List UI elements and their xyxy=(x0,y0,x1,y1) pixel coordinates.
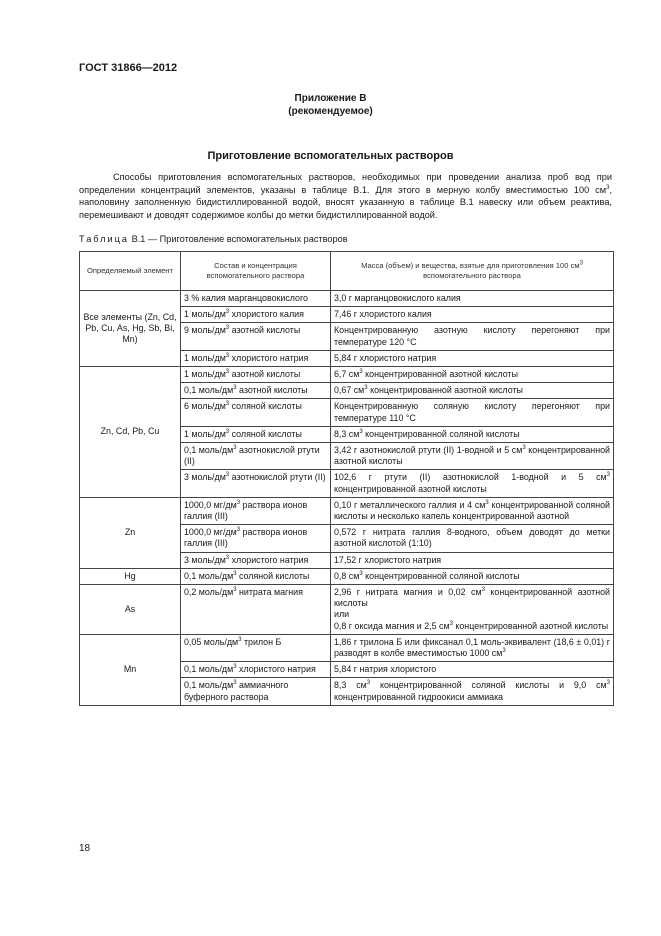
composition-cell: 1 моль/$дм^3$ хлористого натрия xyxy=(181,350,331,366)
mass-cell: 1,86 г трилона Б или фиксанал 0,1 моль-эквивалент (18,6 ± 0,01) г разводят в колбе вместимостью 1000 $см^3$ xyxy=(331,634,614,661)
composition-cell: 9 моль/$дм^3$ азотной кислоты xyxy=(181,323,331,350)
composition-cell: 1000,0 $мг/дм^3$ раствора ионов галлия (III) xyxy=(181,525,331,552)
composition-cell: 3 моль/$дм^3$ хлористого натрия xyxy=(181,552,331,568)
table-row xyxy=(80,634,614,661)
mass-cell: 7,46 г хлористого калия xyxy=(331,307,614,323)
table-row xyxy=(80,568,614,584)
table-row xyxy=(80,291,614,307)
table-header-row xyxy=(80,252,614,291)
table-caption-text: В.1 — Приготовление вспомогательных растворов xyxy=(129,234,348,244)
composition-cell: 3 % калия марганцовокислого xyxy=(181,291,331,307)
table-caption xyxy=(79,234,348,244)
element-cell: As xyxy=(80,585,181,635)
mass-cell: 5,84 г натрия хлористого xyxy=(331,662,614,678)
appendix-heading xyxy=(0,93,661,119)
intro-line: определении концентраций элементов, указаны в таблице В.1. Для этого в мерную колбу вместимостью 100 $см^3$, xyxy=(79,184,612,195)
table-row xyxy=(80,367,614,383)
intro-line: Способы приготовления вспомогательных растворов, необходимых при проведении анализа проб вод при xyxy=(113,172,612,182)
table-body xyxy=(80,291,614,706)
appendix-title: Приложение В xyxy=(294,93,367,104)
mass-cell: 0,67 $см^3$ концентрированной азотной кислоты xyxy=(331,383,614,399)
mass-cell: 3,0 г марганцовокислого калия xyxy=(331,291,614,307)
appendix-subtitle: (рекомендуемое) xyxy=(288,106,373,117)
mass-cell: 5,84 г хлористого натрия xyxy=(331,350,614,366)
mass-cell: 8,3 $см^3$ концентрированной соляной кислоты xyxy=(331,426,614,442)
mass-cell: Концентрированную азотную кислоту перегоняют при температуре 120 °С xyxy=(331,323,614,350)
composition-cell: 1000,0 $мг/дм^3$ раствора ионов галлия (III) xyxy=(181,497,331,524)
mass-cell: 0,10 г металлического галлия и 4 $см^3$ концентрированной соляной кислоты и несколько капель концентрированной азотной xyxy=(331,497,614,524)
mass-cell: 17,52 г хлористого натрия xyxy=(331,552,614,568)
composition-cell: 1 моль/$дм^3$ хлористого калия xyxy=(181,307,331,323)
composition-cell: 0,1 моль/$дм^3$ соляной кислоты xyxy=(181,568,331,584)
table-row xyxy=(80,585,614,635)
element-cell: Все элементы (Zn, Cd, Pb, Cu, As, Hg, Sb, Bi, Mn) xyxy=(80,291,181,367)
composition-cell: 3 моль/$дм^3$ азотнокислой ртути (II) xyxy=(181,470,331,497)
composition-cell: 0,1 моль/$дм^3$ азотнокислой ртути (II) xyxy=(181,443,331,470)
table-caption-lead: Таблица xyxy=(79,234,130,244)
composition-cell: 0,05 моль/$дм^3$ трилон Б xyxy=(181,634,331,661)
mass-cell: 0,8 $см^3$ концентрированной соляной кислоты xyxy=(331,568,614,584)
intro-line: наполовину заполненную бидистиллированной водой, вносят указанную в таблице В.1 навеску или объем реактива, xyxy=(79,197,612,207)
intro-line: перемешивают и доводят содержимое колбы до метки бидистиллированной водой. xyxy=(79,209,438,220)
mass-cell: 8,3 $см^3$ концентрированной соляной кислоты и 9,0 $см^3$ концентрированной гидроокиси аммиака xyxy=(331,678,614,705)
table-row xyxy=(80,497,614,524)
composition-cell: 0,1 моль/$дм^3$ хлористого натрия xyxy=(181,662,331,678)
composition-cell: 0,2 моль/$дм^3$ нитрата магния xyxy=(181,585,331,635)
element-cell: Zn, Cd, Pb, Cu xyxy=(80,367,181,498)
composition-cell: 0,1 моль/$дм^3$ азотной кислоты xyxy=(181,383,331,399)
intro-paragraph xyxy=(79,171,612,221)
header-composition: Состав и концентрация вспомогательного раствора xyxy=(181,252,331,291)
mass-cell: 0,572 г нитрата галлия 8-водного, объем доводят до метки азотной кислотой (1:10) xyxy=(331,525,614,552)
composition-cell: 1 моль/$дм^3$ соляной кислоты xyxy=(181,426,331,442)
composition-cell: 0,1 моль/$дм^3$ аммиачного буферного раствора xyxy=(181,678,331,705)
composition-cell: 1 моль/$дм^3$ азотной кислоты xyxy=(181,367,331,383)
header-element: Определяемый элемент xyxy=(80,252,181,291)
composition-cell: 6 моль/$дм^3$ соляной кислоты xyxy=(181,399,331,426)
section-title: Приготовление вспомогательных растворов xyxy=(207,150,454,162)
element-cell: Zn xyxy=(80,497,181,568)
element-cell: Mn xyxy=(80,634,181,705)
mass-cell: Концентрированную соляную кислоту перегоняют при температуре 110 °С xyxy=(331,399,614,426)
mass-cell: 6,7 $см^3$ концентрированной азотной кислоты xyxy=(331,367,614,383)
mass-cell: 3,42 г азотнокислой ртути (II) 1-водной и 5 $см^3$ концентрированной азотной кислоты xyxy=(331,443,614,470)
mass-cell: 102,6 г ртути (II) азотнокислой 1-водной и 5 $см^3$ концентрированной азотной кислоты xyxy=(331,470,614,497)
solutions-table xyxy=(79,251,614,706)
element-cell: Hg xyxy=(80,568,181,584)
header-mass: Масса (объем) и вещества, взятые для приготовления 100 $см^3$ вспомогательного раствора xyxy=(331,252,614,291)
page-number: 18 xyxy=(79,843,91,854)
document-code: ГОСТ 31866—2012 xyxy=(79,62,178,74)
mass-cell: 2,96 г нитрата магния и 0,02 $см^3$ концентрированной азотной кислоты или 0,8 г оксида магния и 2,5 $см^3$ концентрированной азотной кислоты xyxy=(331,585,614,635)
